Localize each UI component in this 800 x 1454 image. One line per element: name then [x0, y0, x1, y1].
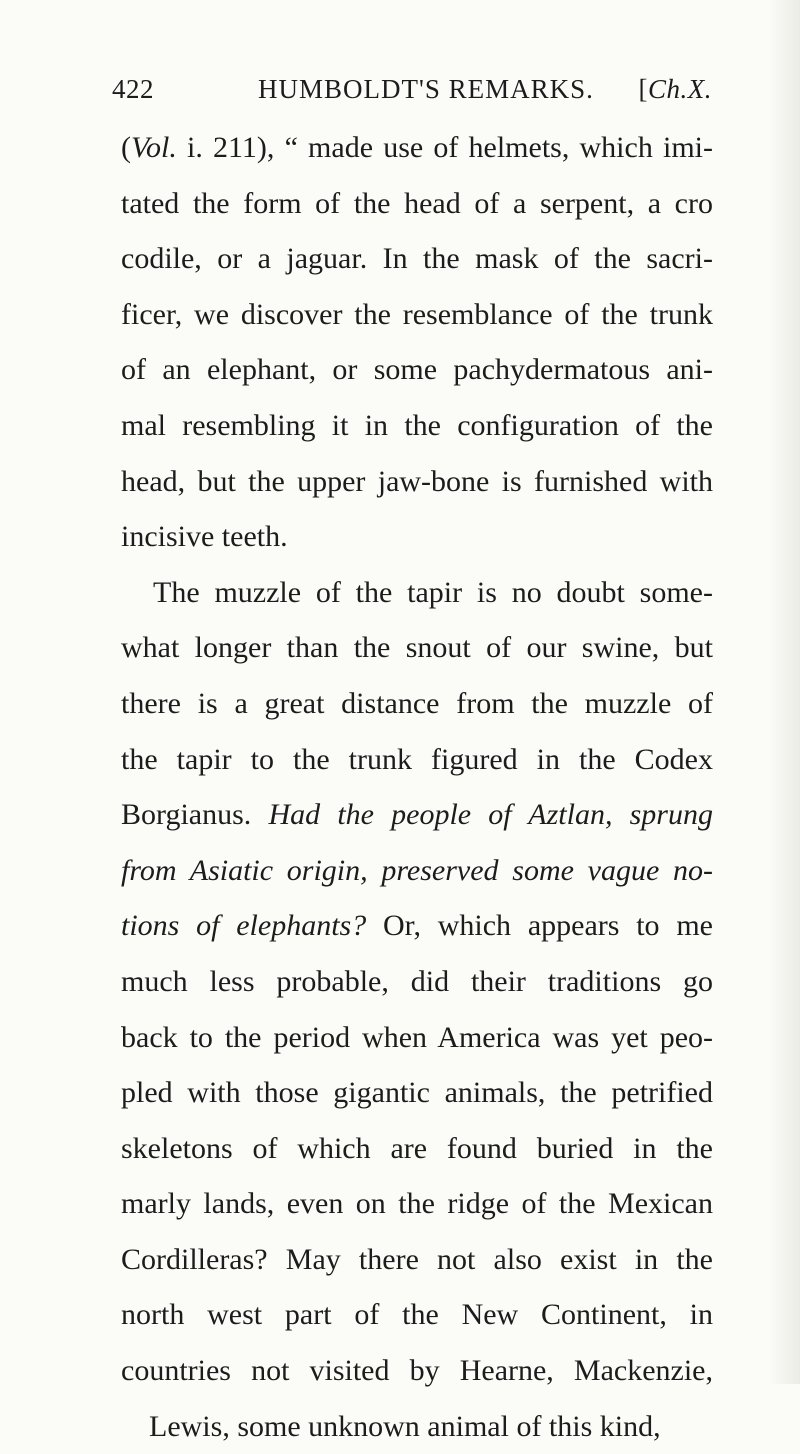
italic-text: tions of elephants?	[121, 909, 367, 943]
chapter-marker	[638, 74, 712, 105]
running-title: HUMBOLDT'S REMARKS.	[258, 74, 594, 104]
chapter-label: Ch.X.	[647, 74, 712, 104]
text-segment: north west part of the New Continent, in	[121, 1298, 713, 1332]
text-segment: ficer, we discover the resemblance of the trunk	[121, 297, 713, 331]
text-segment: skeletons of which are found buried in the	[121, 1131, 713, 1165]
text-line	[121, 509, 713, 565]
text-segment: back to the period when America was yet peo-	[121, 1020, 713, 1054]
text-line	[121, 843, 713, 899]
text-line	[121, 120, 713, 176]
text-line	[121, 454, 713, 510]
text-line	[121, 732, 713, 788]
text-line	[121, 676, 713, 732]
text-line	[121, 1232, 713, 1288]
text-line	[121, 787, 713, 843]
text-segment: Borgianus.	[121, 798, 269, 832]
text-segment: Lewis, some unknown animal of this kind,	[149, 1409, 661, 1443]
text-segment: (	[121, 131, 131, 164]
italic-text: from Asiatic origin, preserved some vague no-	[121, 853, 713, 887]
text-segment: of an elephant, or some pachydermatous ani-	[121, 353, 713, 387]
text-line	[121, 1065, 713, 1121]
text-segment: Or, which appears to me	[366, 909, 713, 943]
text-line	[121, 620, 713, 676]
text-segment: head, but the upper jaw-bone is furnished with	[121, 464, 713, 498]
text-line	[121, 342, 713, 398]
page-number: 422	[112, 74, 154, 104]
text-line	[121, 1121, 713, 1177]
text-segment: incisive teeth.	[121, 520, 288, 554]
text-segment: there is a great distance from the muzzle of	[121, 686, 713, 720]
text-segment: much less probable, did their traditions go	[121, 964, 713, 998]
text-segment: marly lands, even on the ridge of the Mexican	[121, 1187, 713, 1221]
text-line	[121, 1399, 713, 1454]
text-line	[121, 898, 713, 954]
text-segment: the tapir to the trunk figured in the Codex	[121, 742, 713, 776]
text-line	[121, 1343, 713, 1399]
text-segment: Cordilleras? May there not also exist in the	[121, 1242, 713, 1276]
text-line	[121, 565, 713, 621]
text-line	[121, 231, 713, 287]
text-line	[121, 954, 713, 1010]
text-line	[121, 287, 713, 343]
text-segment: mal resembling it in the configuration of the	[121, 408, 713, 442]
text-line	[121, 1176, 713, 1232]
text-segment: The muzzle of the tapir is no doubt some-	[153, 575, 713, 609]
chapter-bracket: [	[638, 74, 648, 104]
text-line	[121, 176, 713, 232]
text-line	[121, 1287, 713, 1343]
text-segment: pled with those gigantic animals, the petrified	[121, 1076, 713, 1110]
text-segment: countries not visited by Hearne, Mackenzie,	[121, 1354, 713, 1388]
italic-text: Had the people of Aztlan, sprung	[268, 798, 713, 832]
italic-text: Vol.	[131, 131, 177, 164]
page-header	[112, 74, 712, 114]
text-line	[121, 398, 713, 454]
text-segment: tated the form of the head of a serpent, a cro	[121, 186, 713, 220]
text-line	[121, 1010, 713, 1066]
body-text	[121, 120, 713, 1454]
text-segment: codile, or a jaguar. In the mask of the sacri-	[121, 242, 713, 276]
text-segment: what longer than the snout of our swine, but	[121, 631, 713, 665]
text-segment: i. 211), “ made use of helmets, which imi-	[176, 131, 713, 164]
